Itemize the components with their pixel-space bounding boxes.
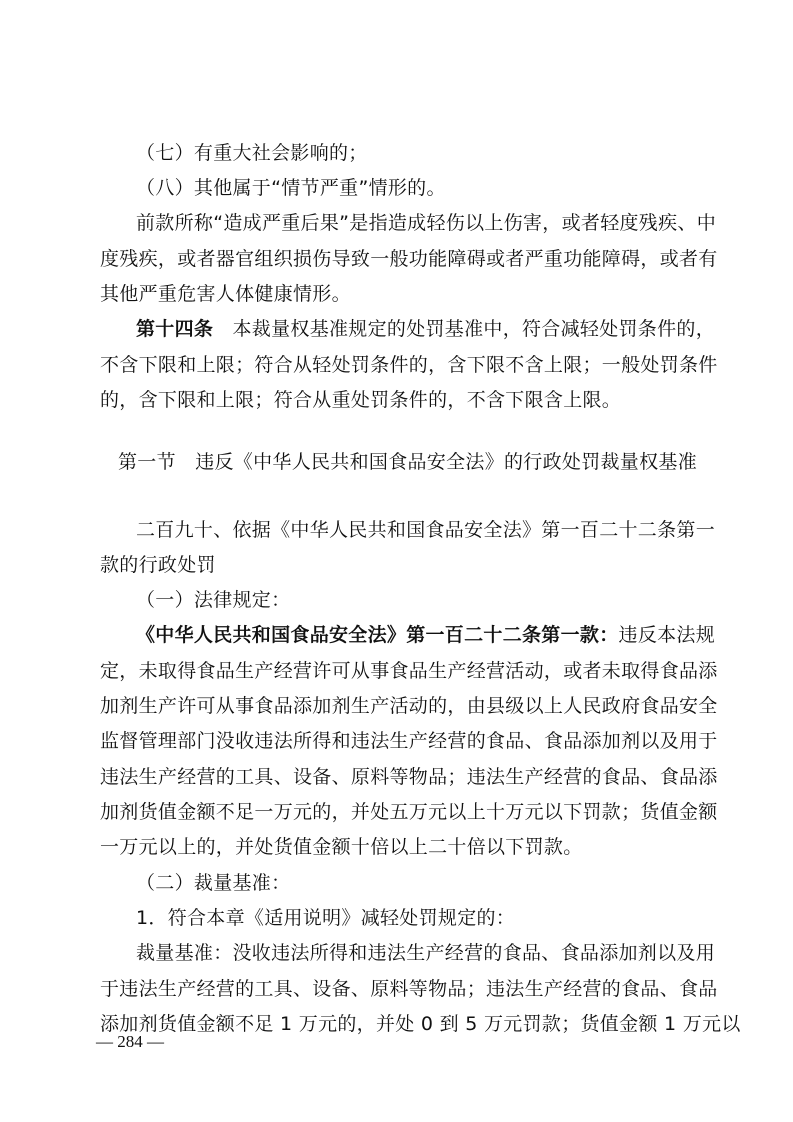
text-line <box>136 622 736 648</box>
text-line <box>136 140 736 166</box>
text-line <box>100 693 718 719</box>
text-line <box>136 210 736 236</box>
text-run: 度残疾，或者器官组织损伤导致一般功能障碍或者严重功能障碍，或者有 <box>100 248 718 270</box>
text-run: 不含下限和上限；符合从轻处罚条件的，含下限不含上限；一般处罚条件 <box>100 354 718 376</box>
text-run: （二）裁量基准： <box>136 872 291 894</box>
text-line <box>136 517 736 543</box>
text-run: 监督管理部门没收违法所得和违法生产经营的食品、食品添加剂以及用于 <box>100 730 718 752</box>
text-run: （一）法律规定： <box>136 589 291 611</box>
text-line <box>136 870 736 896</box>
text-line <box>100 658 718 684</box>
text-run: （八）其他属于“情节严重”情形的。 <box>136 177 446 199</box>
text-line <box>136 175 736 201</box>
text-line <box>136 940 736 966</box>
text-line <box>100 1011 741 1037</box>
text-run: 1．符合本章《适用说明》减轻处罚规定的： <box>136 907 516 929</box>
text-run: 加剂货值金额不足一万元的，并处五万元以上十万元以下罚款；货值金额 <box>100 801 718 823</box>
text-line <box>136 587 736 613</box>
text-run: 款的行政处罚 <box>100 554 216 576</box>
text-line <box>100 552 700 578</box>
text-run: 第一节 违反《中华人民共和国食品安全法》的行政处罚裁量权基准 <box>118 451 698 473</box>
text-line <box>100 976 718 1002</box>
text-run: 本裁量权基准规定的处罚基准中，符合减轻处罚条件的， <box>213 318 716 340</box>
bold-text: 第十四条 <box>136 318 214 340</box>
text-line <box>100 834 700 860</box>
text-run: 违法生产经营的工具、设备、原料等物品；违法生产经营的食品、食品添 <box>100 766 718 788</box>
text-run: 违反本法规 <box>618 624 716 646</box>
text-run: 一万元以上的，并处货值金额十倍以上二十倍以下罚款。 <box>100 836 583 858</box>
text-run: 的，含下限和上限；符合从重处罚条件的，不含下限含上限。 <box>100 389 622 411</box>
text-run: 定，未取得食品生产经营许可从事食品生产经营活动，或者未取得食品添 <box>100 660 718 682</box>
text-line <box>100 799 718 825</box>
text-line <box>118 449 718 475</box>
text-line <box>136 316 736 342</box>
text-line <box>100 281 700 307</box>
text-line <box>100 764 718 790</box>
text-run: 二百九十、依据《中华人民共和国食品安全法》第一百二十二条第一 <box>136 519 716 541</box>
text-run: 其他严重危害人体健康情形。 <box>100 283 351 305</box>
text-run: 添加剂货值金额不足 1 万元的，并处 0 到 5 万元罚款；货值金额 1 万元以 <box>100 1013 741 1035</box>
text-run: 裁量基准：没收违法所得和违法生产经营的食品、食品添加剂以及用 <box>136 942 716 964</box>
text-line <box>136 905 736 931</box>
text-run: 加剂生产许可从事食品添加剂生产活动的，由县级以上人民政府食品安全 <box>100 695 718 717</box>
text-line <box>100 387 700 413</box>
bold-text: 《中华人民共和国食品安全法》第一百二十二条第一款： <box>136 624 619 646</box>
page-number: — 284 — <box>96 1032 164 1051</box>
text-run: 于违法生产经营的工具、设备、原料等物品；违法生产经营的食品、食品 <box>100 978 718 1000</box>
text-line <box>100 246 718 272</box>
text-run: （七）有重大社会影响的； <box>136 142 368 164</box>
text-line <box>100 352 718 378</box>
text-run: 前款所称“造成严重后果”是指造成轻伤以上伤害，或者轻度残疾、中 <box>136 212 716 234</box>
text-line <box>100 728 718 754</box>
